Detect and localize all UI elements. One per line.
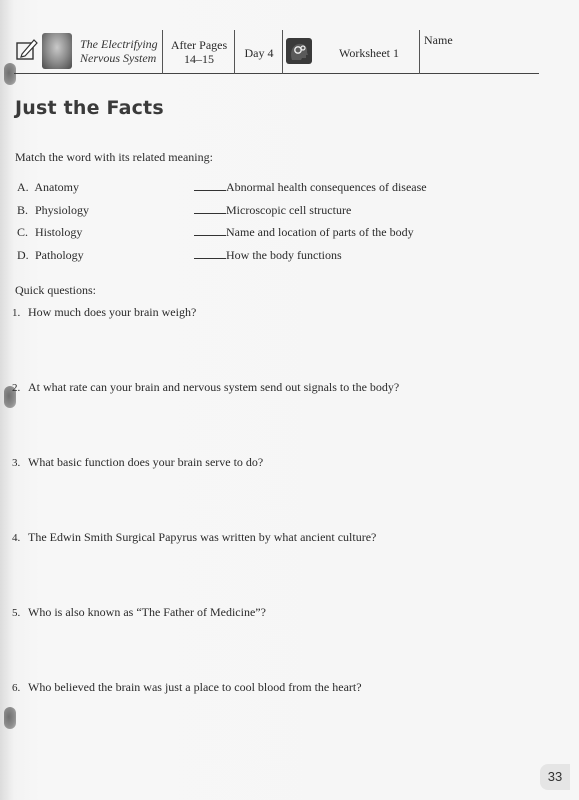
question-1 <box>12 305 196 320</box>
term-letter: D. <box>17 248 29 262</box>
meaning-2 <box>194 203 351 218</box>
question-number: 4. <box>12 532 21 544</box>
question-3 <box>12 455 263 470</box>
header-day: Day 4 <box>244 46 274 60</box>
question-number: 5. <box>12 607 21 619</box>
question-2 <box>12 380 399 395</box>
term-word: Histology <box>35 225 83 239</box>
term-word: Physiology <box>35 203 90 217</box>
meaning-text: How the body functions <box>226 248 342 262</box>
meaning-4 <box>194 248 342 263</box>
term-c <box>17 225 82 240</box>
answer-blank[interactable] <box>194 225 226 236</box>
section-title: Just the Facts <box>15 97 164 119</box>
question-6 <box>12 680 362 695</box>
term-d <box>17 248 84 263</box>
quick-questions-label: Quick questions: <box>15 283 96 297</box>
term-a <box>17 180 79 195</box>
question-text: The Edwin Smith Surgical Papyrus was written by what ancient culture? <box>28 530 377 544</box>
meaning-3 <box>194 225 414 240</box>
question-5 <box>12 605 266 620</box>
question-text: Who is also known as “The Father of Medicine”? <box>28 605 266 619</box>
question-number: 6. <box>12 682 21 694</box>
header-pages-line2: 14–15 <box>184 52 214 66</box>
term-word: Anatomy <box>34 180 80 194</box>
answer-blank[interactable] <box>194 203 226 214</box>
worksheet-header <box>14 27 539 74</box>
header-pages-line1: After Pages <box>170 38 228 52</box>
meaning-text: Microscopic cell structure <box>226 203 352 217</box>
header-worksheet: Worksheet 1 <box>338 46 400 60</box>
question-text: At what rate can your brain and nervous system send out signals to the body? <box>28 380 400 394</box>
matching-instruction: Match the word with its related meaning: <box>15 150 213 164</box>
name-label: Name <box>424 33 453 47</box>
term-word: Pathology <box>35 248 84 262</box>
term-letter: B. <box>17 203 29 217</box>
header-pages <box>166 38 232 66</box>
meaning-text: Name and location of parts of the body <box>226 225 414 239</box>
page-number: 33 <box>540 764 570 790</box>
punch-hole <box>4 707 16 729</box>
question-text: Who believed the brain was just a place to cool blood from the heart? <box>28 680 362 694</box>
question-text: How much does your brain weigh? <box>28 305 197 319</box>
meaning-1 <box>194 180 427 195</box>
question-number: 2. <box>12 382 21 394</box>
question-4 <box>12 530 376 545</box>
answer-blank[interactable] <box>194 248 226 259</box>
question-number: 3. <box>12 457 21 469</box>
header-title-line2: Nervous System <box>80 51 157 65</box>
term-letter: C. <box>17 225 29 239</box>
term-b <box>17 203 89 218</box>
question-number: 1. <box>12 307 21 319</box>
header-title-line1: The Electrifying <box>80 37 158 51</box>
answer-blank[interactable] <box>194 180 226 191</box>
meaning-text: Abnormal health consequences of disease <box>226 180 427 194</box>
question-text: What basic function does your brain serve to do? <box>28 455 264 469</box>
term-letter: A. <box>17 180 29 194</box>
